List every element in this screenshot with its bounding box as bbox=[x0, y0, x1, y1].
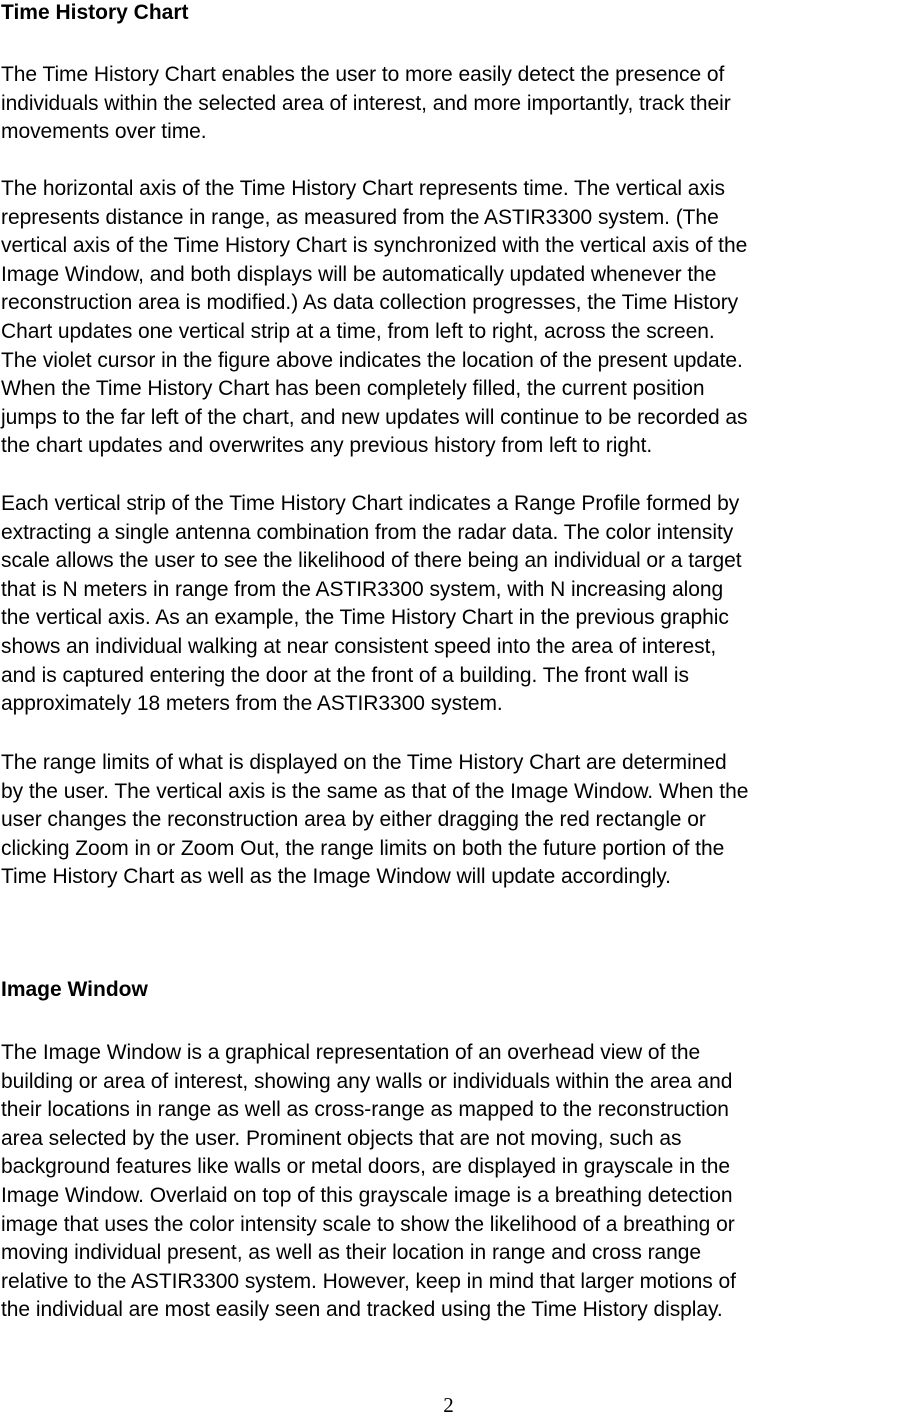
text-line: that is N meters in range from the ASTIR3300 system, with N increasing along bbox=[1, 577, 724, 601]
text-line: the vertical axis. As an example, the Time History Chart in the previous graphic bbox=[1, 606, 729, 630]
text-line: image that uses the color intensity scale to show the likelihood of a breathing or bbox=[1, 1212, 735, 1236]
text-line: reconstruction area is modified.) As data collection progresses, the Time History bbox=[1, 291, 739, 315]
text-line: When the Time History Chart has been completely filled, the current position bbox=[1, 377, 705, 401]
page-number: 2 bbox=[443, 1393, 454, 1417]
paragraph-time-history-strips bbox=[1, 490, 897, 719]
text-line: Each vertical strip of the Time History Chart indicates a Range Profile formed by bbox=[1, 492, 740, 515]
text-line: The Time History Chart enables the user to more easily detect the presence of bbox=[1, 63, 725, 86]
text-line: represents distance in range, as measured from the ASTIR3300 system. (The bbox=[1, 205, 719, 229]
text-line: vertical axis of the Time History Chart is synchronized with the vertical axis of the bbox=[1, 234, 748, 258]
text-line: The range limits of what is displayed on the Time History Chart are determined bbox=[1, 751, 727, 774]
text-line: movements over time. bbox=[1, 120, 207, 144]
text-line: clicking Zoom in or Zoom Out, the range limits on both the future portion of the bbox=[1, 836, 725, 860]
text-line: user changes the reconstruction area by either dragging the red rectangle or bbox=[1, 808, 706, 832]
section-heading-time-history-chart: Time History Chart bbox=[1, 1, 189, 24]
text-line: and is captured entering the door at the front of a building. The front wall is bbox=[1, 663, 689, 687]
text-line: Chart updates one vertical strip at a time, from left to right, across the screen. bbox=[1, 319, 715, 343]
section-heading-image-window: Image Window bbox=[1, 978, 148, 1001]
text-line: the chart updates and overwrites any previous history from left to right. bbox=[1, 434, 653, 458]
text-line: jumps to the far left of the chart, and new updates will continue to be recorded as bbox=[1, 405, 748, 429]
text-line: by the user. The vertical axis is the same as that of the Image Window. When the bbox=[1, 779, 749, 803]
paragraph-image-window bbox=[1, 1039, 897, 1325]
text-line: background features like walls or metal doors, are displayed in grayscale in the bbox=[1, 1155, 731, 1179]
text-line: extracting a single antenna combination from the radar data. The color intensity bbox=[1, 520, 734, 544]
text-line: area selected by the user. Prominent objects that are not moving, such as bbox=[1, 1126, 682, 1150]
text-line: building or area of interest, showing any walls or individuals within the area and bbox=[1, 1069, 733, 1093]
text-line: moving individual present, as well as their location in range and cross range bbox=[1, 1241, 702, 1265]
text-line: Image Window, and both displays will be automatically updated whenever the bbox=[1, 262, 717, 286]
text-line: Time History Chart as well as the Image Window will update accordingly. bbox=[1, 865, 671, 889]
text-line: the individual are most easily seen and tracked using the Time History display. bbox=[1, 1298, 723, 1322]
text-line: approximately 18 meters from the ASTIR3300 system. bbox=[1, 692, 503, 716]
text-line: The horizontal axis of the Time History Chart represents time. The vertical axis bbox=[1, 177, 725, 200]
text-line: individuals within the selected area of interest, and more importantly, track their bbox=[1, 91, 731, 115]
text-line: Image Window. Overlaid on top of this grayscale image is a breathing detection bbox=[1, 1183, 733, 1207]
text-line: scale allows the user to see the likelihood of there being an individual or a target bbox=[1, 549, 742, 573]
text-line: shows an individual walking at near consistent speed into the area of interest, bbox=[1, 634, 717, 658]
text-line: The violet cursor in the figure above indicates the location of the present update. bbox=[1, 348, 743, 372]
text-line: their locations in range as well as cross-range as mapped to the reconstruction bbox=[1, 1098, 729, 1122]
paragraph-time-history-intro bbox=[1, 61, 897, 147]
paragraph-time-history-axes bbox=[1, 175, 897, 461]
text-line: The Image Window is a graphical representation of an overhead view of the bbox=[1, 1041, 701, 1064]
paragraph-time-history-range-limits bbox=[1, 749, 897, 892]
text-line: relative to the ASTIR3300 system. However, keep in mind that larger motions of bbox=[1, 1269, 736, 1293]
